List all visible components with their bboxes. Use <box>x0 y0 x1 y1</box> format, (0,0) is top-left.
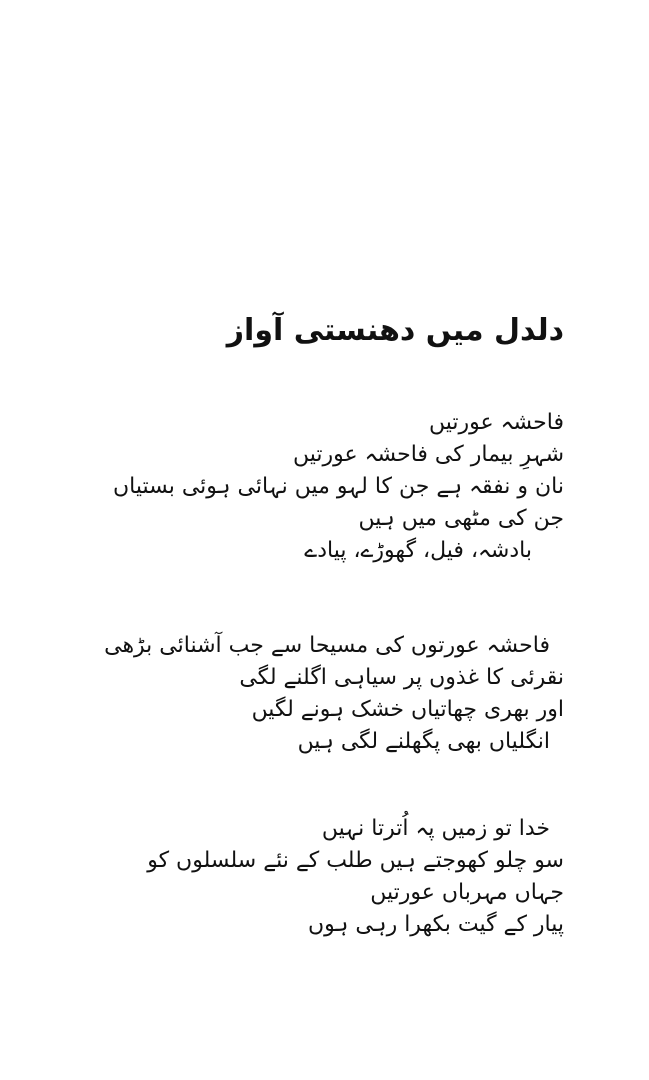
stanza-3 <box>64 813 564 941</box>
verse-line: جن کی مٹھی میں ہیں <box>358 506 564 531</box>
verse-line: فاحشہ عورتیں <box>429 410 564 435</box>
poem-title: دلدل میں دھنستی آواز <box>226 313 564 348</box>
verse-line: شہرِ بیمار کی فاحشہ عورتیں <box>292 442 564 467</box>
stanza-1 <box>64 407 564 567</box>
verse-line: اور بھری چھاتیاں خشک ہونے لگیں <box>251 697 564 722</box>
stanza-2 <box>64 630 564 758</box>
verse-line: بادشہ، فیل، گھوڑے، پیادے <box>304 538 532 563</box>
verse-line: نان و نفقہ ہے جن کا لہو میں نہائی ہوئی بستیاں <box>112 474 564 499</box>
verse-line: فاحشہ عورتوں کی مسیحا سے جب آشنائی بڑھی <box>104 633 550 658</box>
verse-line: نقرئی کا غذوں پر سیاہی اگلنے لگی <box>239 665 564 690</box>
verse-line: جہاں مہرباں عورتیں <box>370 880 564 905</box>
verse-line: خدا تو زمیں پہ اُترتا نہیں <box>321 816 550 841</box>
verse-line: انگلیاں بھی پگھلنے لگی ہیں <box>297 729 550 754</box>
verse-line: پیار کے گیت بکھرا رہی ہوں <box>307 912 564 937</box>
verse-line: سو چلو کھوجتے ہیں طلب کے نئے سلسلوں کو <box>147 848 564 873</box>
